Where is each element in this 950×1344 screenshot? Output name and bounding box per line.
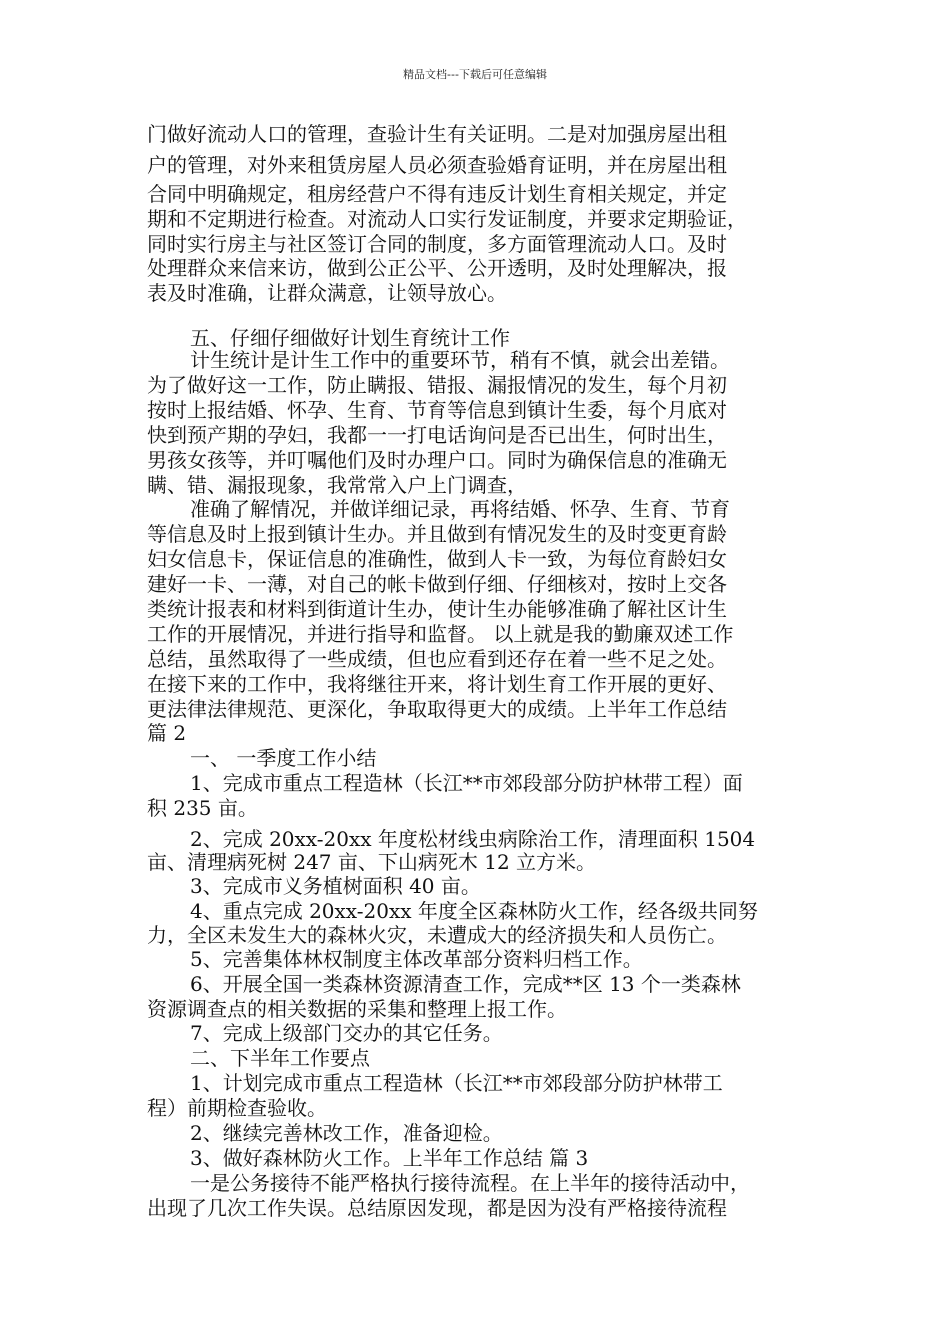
text-line: 一是公务接待不能严格执行接待流程。在上半年的接待活动中， bbox=[190, 1171, 750, 1195]
text-line: 妇女信息卡，保证信息的准确性，做到人卡一致，为每位育龄妇女 bbox=[147, 547, 727, 571]
text-line: 在接下来的工作中，我将继往开来，将计划生育工作开展的更好、 bbox=[147, 672, 727, 696]
text-line: 程）前期检查验收。 bbox=[147, 1096, 327, 1120]
list-item: 1、计划完成市重点工程造林（长江**市郊段部分防护林带工 bbox=[190, 1071, 723, 1095]
text-line: 期和不定期进行检查。对流动人口实行发证制度，并要求定期验证， bbox=[147, 207, 747, 231]
section-heading: 二、下半年工作要点 bbox=[190, 1046, 370, 1070]
section-heading: 五、仔细仔细做好计划生育统计工作 bbox=[190, 326, 510, 350]
text-line: 处理群众来信来访，做到公正公平、公开透明，及时处理解决，报 bbox=[147, 256, 727, 280]
text-line: 瞒、错、漏报现象，我常常入户上门调查， bbox=[147, 473, 527, 497]
section-heading: 一、 一季度工作小结 bbox=[190, 746, 377, 770]
list-item: 3、完成市义务植树面积 40 亩。 bbox=[190, 874, 481, 898]
text-line: 同时实行房主与社区签订合同的制度，多方面管理流动人口。及时 bbox=[147, 232, 727, 256]
text-line: 总结，虽然取得了一些成绩，但也应看到还存在着一些不足之处。 bbox=[147, 647, 727, 671]
text-line: 亩、清理病死树 247 亩、下山病死木 12 立方米。 bbox=[147, 850, 597, 874]
text-line: 等信息及时上报到镇计生办。并且做到有情况发生的及时变更育龄 bbox=[147, 522, 727, 546]
list-item: 3、做好森林防火工作。上半年工作总结 篇 3 bbox=[190, 1146, 589, 1170]
list-item: 2、完成 20xx-20xx 年度松材线虫病除治工作，清理面积 1504 bbox=[190, 827, 756, 851]
list-item: 7、完成上级部门交办的其它任务。 bbox=[190, 1021, 503, 1045]
page-header: 精品文档---下载后可任意编辑 bbox=[403, 68, 547, 81]
list-item: 5、完善集体林权制度主体改革部分资料归档工作。 bbox=[190, 947, 643, 971]
text-line: 计生统计是计生工作中的重要环节，稍有不慎，就会出差错。 bbox=[190, 348, 730, 372]
text-line: 工作的开展情况，并进行指导和监督。 以上就是我的勤廉双述工作 bbox=[147, 622, 734, 646]
text-line: 户的管理，对外来租赁房屋人员必须查验婚育证明，并在房屋出租 bbox=[147, 153, 727, 177]
text-line: 更法律法律规范、更深化，争取取得更大的成绩。上半年工作总结 bbox=[147, 697, 727, 721]
text-line: 门做好流动人口的管理，查验计生有关证明。二是对加强房屋出租 bbox=[147, 122, 727, 146]
text-line: 按时上报结婚、怀孕、生育、节育等信息到镇计生委，每个月底对 bbox=[147, 398, 727, 422]
text-line: 资源调查点的相关数据的采集和整理上报工作。 bbox=[147, 997, 567, 1021]
text-line: 合同中明确规定，租房经营户不得有违反计划生育相关规定，并定 bbox=[147, 182, 727, 206]
text-line: 类统计报表和材料到街道计生办，使计生办能够准确了解社区计生 bbox=[147, 597, 727, 621]
list-item: 2、继续完善林改工作，准备迎检。 bbox=[190, 1121, 503, 1145]
list-item: 1、完成市重点工程造林（长江**市郊段部分防护林带工程）面 bbox=[190, 771, 743, 795]
text-line: 为了做好这一工作，防止瞒报、错报、漏报情况的发生，每个月初 bbox=[147, 373, 727, 397]
text-line: 男孩女孩等，并叮嘱他们及时办理户口。同时为确保信息的准确无 bbox=[147, 448, 727, 472]
text-line: 出现了几次工作失误。总结原因发现，都是因为没有严格接待流程 bbox=[147, 1196, 727, 1220]
text-line: 力，全区未发生大的森林火灾，未遭成大的经济损失和人员伤亡。 bbox=[147, 923, 727, 947]
text-line: 表及时准确，让群众满意，让领导放心。 bbox=[147, 281, 507, 305]
list-item: 6、开展全国一类森林资源清查工作，完成**区 13 个一类森林 bbox=[190, 972, 741, 996]
text-line: 积 235 亩。 bbox=[147, 796, 258, 820]
text-line: 准确了解情况，并做详细记录，再将结婚、怀孕、生育、节育 bbox=[190, 497, 730, 521]
text-line: 快到预产期的孕妇，我都一一打电话询问是否已出生，何时出生， bbox=[147, 423, 727, 447]
text-line: 建好一卡、一薄，对自己的帐卡做到仔细、仔细核对，按时上交各 bbox=[147, 572, 727, 596]
list-item: 4、重点完成 20xx-20xx 年度全区森林防火工作，经各级共同努 bbox=[190, 899, 758, 923]
text-line: 篇 2 bbox=[147, 721, 187, 745]
